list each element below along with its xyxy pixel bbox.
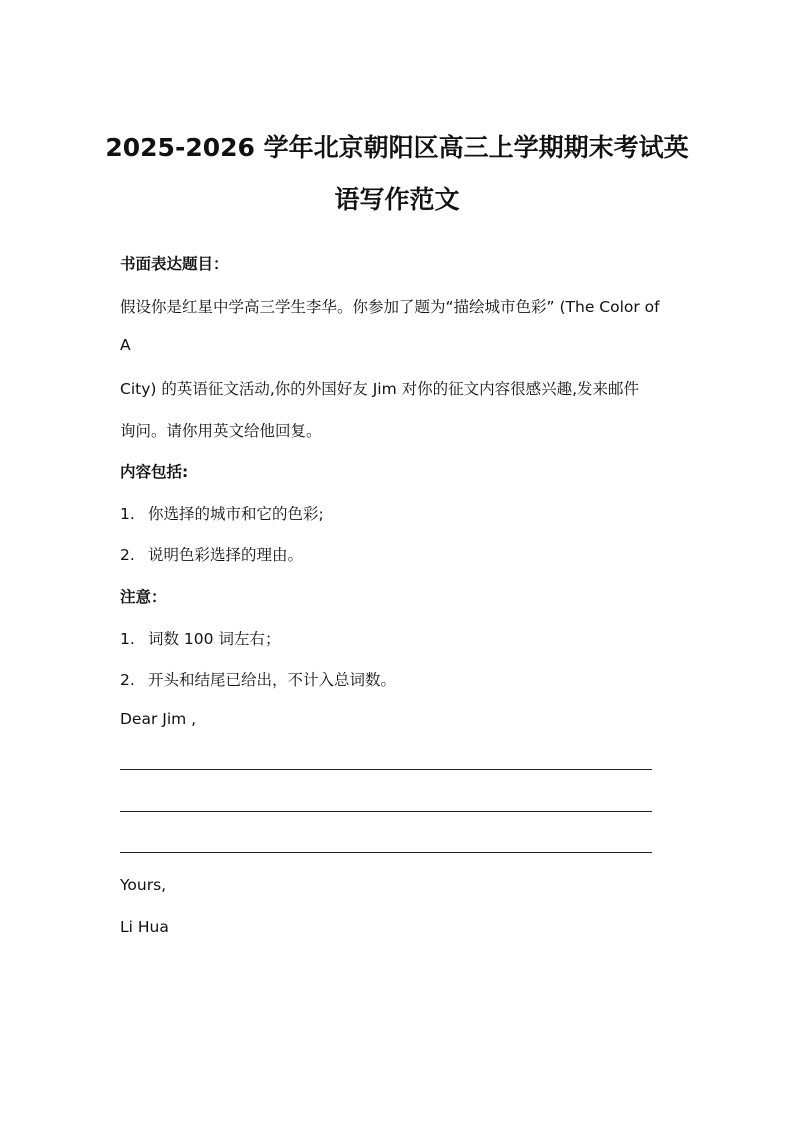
list-number: 1. <box>120 630 135 648</box>
prompt-paragraph-line-1: 假设你是红星中学高三学生李华。你参加了题为“描绘城市色彩” (The Color of <box>120 298 660 316</box>
notes-heading: 注意： <box>120 588 167 606</box>
writing-line <box>120 811 652 812</box>
prompt-heading: 书面表达题目： <box>120 255 229 273</box>
list-number: 2. <box>120 671 135 689</box>
page-title-line-1: 2025-2026 学年北京朝阳区高三上学期期末考试英 <box>105 133 689 162</box>
list-number: 1. <box>120 505 135 523</box>
letter-closing: Yours, <box>120 876 167 894</box>
list-text: 说明色彩选择的理由。 <box>148 546 304 564</box>
content-list-item <box>120 543 303 565</box>
list-text: 你选择的城市和它的色彩; <box>148 505 324 523</box>
list-text: 开头和结尾已给出，不计入总词数。 <box>148 671 397 689</box>
prompt-paragraph-line-3: City) 的英语征文活动,你的外国好友 Jim 对你的征文内容很感兴趣,发来邮件 <box>120 380 640 398</box>
prompt-paragraph-line-4: 询问。请你用英文给他回复。 <box>120 422 322 440</box>
letter-signature: Li Hua <box>120 918 169 936</box>
letter-greeting: Dear Jim , <box>120 710 197 728</box>
content-heading: 内容包括: <box>120 463 189 481</box>
notes-list-item <box>120 668 396 690</box>
prompt-paragraph-line-2: A <box>120 336 131 354</box>
writing-line <box>120 769 652 770</box>
writing-line <box>120 852 652 853</box>
notes-list-item <box>120 627 280 649</box>
content-list-item <box>120 502 324 524</box>
page-title-line-2: 语写作范文 <box>334 185 460 214</box>
list-number: 2. <box>120 546 135 564</box>
list-text: 词数 100 词左右； <box>148 630 281 648</box>
